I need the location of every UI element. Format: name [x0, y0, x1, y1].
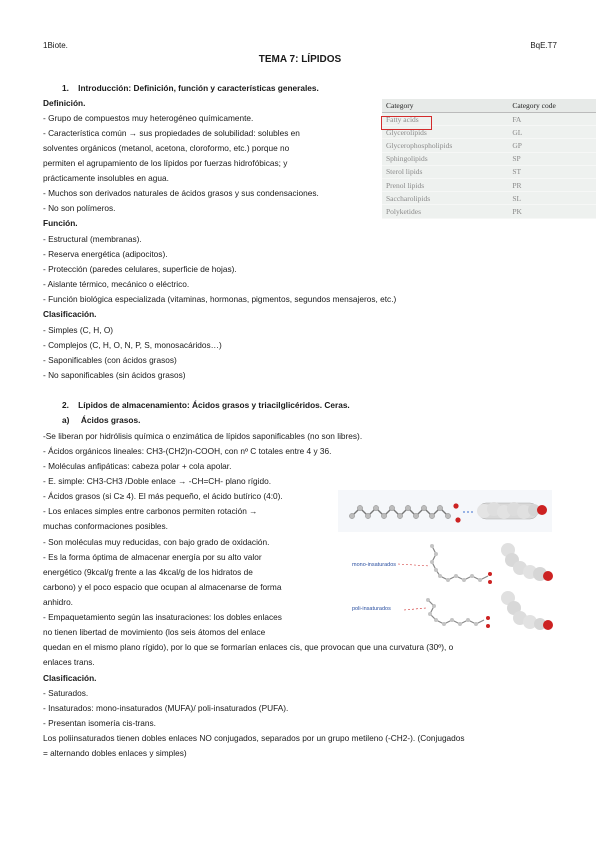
- section-2a-title: Ácidos grasos.: [80, 415, 141, 425]
- table-cell: PR: [508, 178, 596, 191]
- acidos-line: -Se liberan por hidrólisis química o enzimática de lípidos saponificables (no son libres).: [43, 431, 363, 441]
- acidos-line: energético (9kcal/g frente a las 4kcal/g de los hidratos de: [43, 567, 253, 577]
- table-cell: Sterol lipids: [382, 165, 508, 178]
- table-cell: ST: [508, 165, 596, 178]
- table-cell: Fatty acids: [382, 113, 508, 126]
- clasificacion-line: - Simples (C, H, O): [43, 325, 114, 335]
- section-1-heading: [62, 83, 319, 94]
- section-2-title: Lípidos de almacenamiento: Ácidos grasos y triacilglicéridos. Ceras.: [78, 400, 350, 410]
- mono-insaturados-label: mono-insaturados: [352, 562, 397, 568]
- table-row: [382, 205, 596, 218]
- funcion-label: Función.: [43, 218, 78, 228]
- definicion-line: prácticamente insolubles en agua.: [43, 173, 169, 183]
- unsaturated-fatty-acid-figure: [344, 536, 556, 638]
- table-row: [382, 139, 596, 152]
- table-cell: Glycerophospholipids: [382, 139, 508, 152]
- table-header-row: [382, 99, 596, 113]
- acidos-line: - Empaquetamiento según las insaturaciones: los dobles enlaces: [43, 612, 282, 622]
- table-header-category: Category: [382, 99, 508, 113]
- definicion-line: solventes orgánicos (metanol, acetona, cloroformo, etc.) porque no: [43, 143, 290, 153]
- acidos-line: - Son moléculas muy reducidas, con bajo grado de oxidación.: [43, 537, 270, 547]
- clasificacion-line: - No saponificables (sin ácidos grasos): [43, 370, 186, 380]
- funcion-line: - Protección (paredes celulares, superficie de hojas).: [43, 264, 237, 274]
- clasificacion-2-label: Clasificación.: [43, 673, 97, 683]
- section-1-number: 1.: [62, 83, 69, 93]
- definicion-line: permiten el agrupamiento de los lípidos por fuerzas hidrofóbicas; y: [43, 158, 288, 168]
- table-row: [382, 165, 596, 178]
- oxygen-atom: [455, 517, 460, 522]
- table-row: [382, 192, 596, 205]
- fatty-acids-highlight-box: [381, 116, 432, 130]
- section-2-number: 2.: [62, 400, 69, 410]
- table-cell: SL: [508, 192, 596, 205]
- header-right: BqE.T7: [530, 41, 557, 50]
- acidos-line: anhidro.: [43, 597, 73, 607]
- table-cell: SP: [508, 152, 596, 165]
- acidos-line: - Ácidos grasos (si C≥ 4). El más pequeño, el ácido butírico (4:0).: [43, 491, 283, 501]
- clasificacion-2-line: - Insaturados: mono-insaturados (MUFA)/ poli-insaturados (PUFA).: [43, 703, 289, 713]
- acidos-line: - Es la forma óptima de almacenar energía por su alto valor: [43, 552, 262, 562]
- table-cell: GL: [508, 126, 596, 139]
- acidos-line: - Los enlaces simples entre carbonos permiten rotación →: [43, 506, 258, 516]
- clasificacion-2-line: - Presentan isomería cis-trans.: [43, 718, 156, 728]
- clasificacion-2-line: Los poliinsaturados tienen dobles enlaces NO conjugados, separados por un grupo metileno (-CH2-). (Conjugados: [43, 733, 465, 743]
- table-cell: Glycerolipids: [382, 126, 508, 139]
- table-cell: Saccharolipids: [382, 192, 508, 205]
- table-cell: FA: [508, 113, 596, 126]
- clasificacion-line: - Complejos (C, H, O, N, P, S, monosacáridos…): [43, 340, 222, 350]
- header-left: 1Biote.: [43, 41, 68, 50]
- acidos-line: carbono) y el poco espacio que ocupan al almacenarse de forma: [43, 582, 282, 592]
- section-2-heading: [62, 400, 350, 411]
- acidos-line: enlaces trans.: [43, 657, 95, 667]
- saturated-fatty-acid-figure: [338, 490, 552, 532]
- section-1-title: Introducción: Definición, función y características generales.: [78, 83, 319, 93]
- acidos-line: - E. simple: CH3-CH3 /Doble enlace → -CH=CH- plano rígido.: [43, 476, 272, 486]
- table-cell: Polyketides: [382, 205, 508, 218]
- clasificacion-label: Clasificación.: [43, 309, 97, 319]
- table-row: [382, 178, 596, 191]
- oxygen-atom: [486, 624, 490, 628]
- definicion-line: - No son polímeros.: [43, 203, 116, 213]
- oxygen-atom: [488, 580, 492, 584]
- acidos-line: - Ácidos orgánicos lineales: CH3-(CH2)n-COOH, con nº C totales entre 4 y 36.: [43, 446, 332, 456]
- clasificacion-line: - Saponificables (con ácidos grasos): [43, 355, 177, 365]
- oxygen-atom: [453, 503, 458, 508]
- table-header-code: Category code: [508, 99, 596, 113]
- clasificacion-2-line: = alternando dobles enlaces y simples): [43, 748, 187, 758]
- definicion-line: - Característica común → sus propiedades de solubilidad: solubles en: [43, 128, 300, 138]
- funcion-line: - Reserva energética (adipocitos).: [43, 249, 168, 259]
- acidos-line: quedan en el mismo plano rígido), por lo que se formarían enlaces cis, que provocan que una curvatura (30º), o: [43, 642, 454, 652]
- table-cell: GP: [508, 139, 596, 152]
- acidos-line: muchas conformaciones posibles.: [43, 521, 168, 531]
- funcion-line: - Aislante térmico, mecánico o eléctrico.: [43, 279, 190, 289]
- section-2a-number: a): [62, 415, 70, 425]
- acidos-line: no tienen libertad de movimiento (los seis átomos del enlace: [43, 627, 266, 637]
- oxygen-atom: [486, 616, 490, 620]
- definicion-line: - Grupo de compuestos muy heterogéneo químicamente.: [43, 113, 254, 123]
- funcion-line: - Función biológica especializada (vitaminas, hormonas, pigmentos, segundos mensajeros, etc.): [43, 294, 397, 304]
- definicion-line: - Muchos son derivados naturales de ácidos grasos y sus condensaciones.: [43, 188, 319, 198]
- acidos-line: - Moléculas anfipáticas: cabeza polar + cola apolar.: [43, 461, 232, 471]
- table-cell: Sphingolipids: [382, 152, 508, 165]
- oxygen-atom: [488, 572, 492, 576]
- definicion-label: Definición.: [43, 98, 86, 108]
- section-2a-heading: [62, 415, 140, 426]
- table-cell: PK: [508, 205, 596, 218]
- table-row: [382, 152, 596, 165]
- page-title: TEMA 7: LÍPIDOS: [258, 54, 342, 65]
- clasificacion-2-line: - Saturados.: [43, 688, 89, 698]
- poli-insaturados-label: poli-insaturados: [352, 606, 391, 612]
- funcion-line: - Estructural (membranas).: [43, 234, 142, 244]
- table-cell: Prenol lipids: [382, 178, 508, 191]
